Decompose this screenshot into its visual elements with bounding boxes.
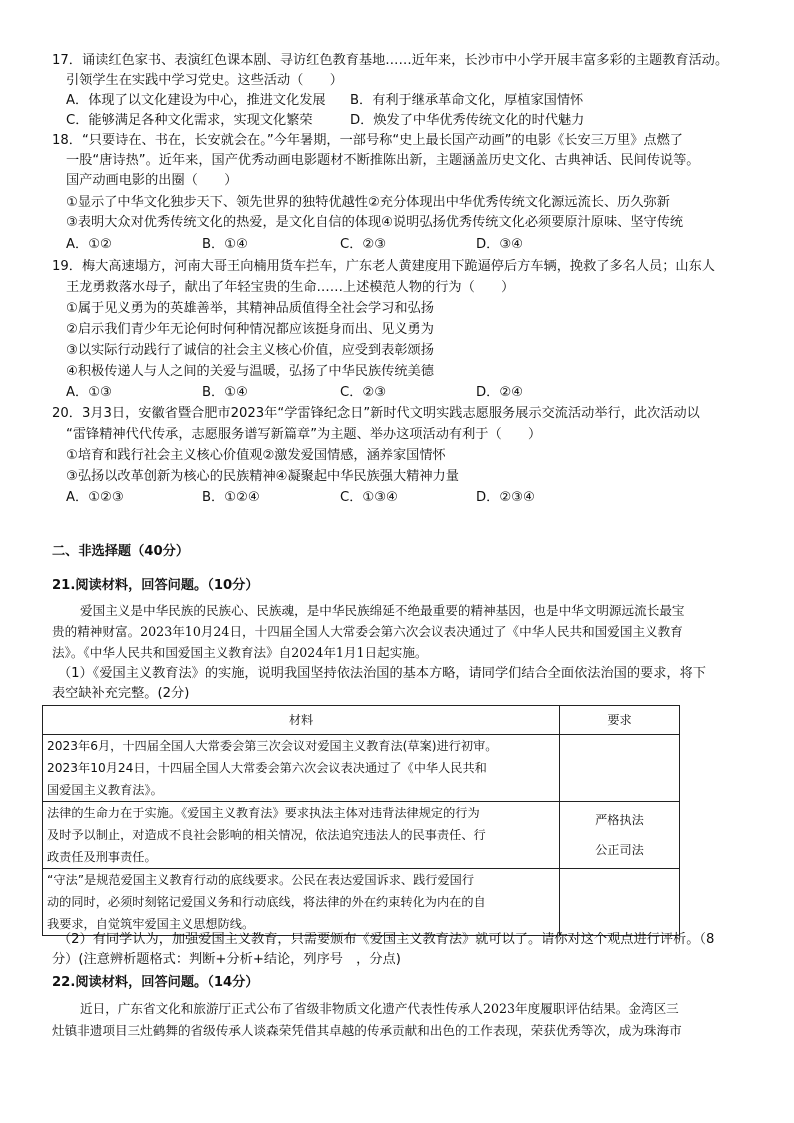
q19-option-c: C．②③	[340, 385, 387, 400]
q21-material-line1: 爱国主义是中华民族的民族心、民族魂，是中华民族绵延不绝最重要的精神基因，也是中华文明源远流长最宝	[80, 603, 685, 618]
q20-statement-3-4: ③弘扬以改革创新为核心的民族精神④凝聚起中华民族强大精神力量	[66, 469, 459, 484]
table-cell-line: 2023年6月，十四届全国人大常委会第三次会议对爱国主义教育法(草案)进行初审。	[47, 739, 498, 753]
q19-option-b: B．①④	[202, 385, 248, 400]
q22-material-line2: 灶镇非遗项目三灶鹤舞的省级传承人谈森荣凭借其卓越的传承贡献和出色的工作表现，荣获优秀等次，成为珠海市	[52, 1023, 682, 1038]
requirements-table	[42, 705, 680, 936]
q18-stem-line3: 国产动画电影的出圈（ ）	[66, 173, 238, 188]
table-header-requirement: 要求	[560, 706, 680, 735]
q22-material-line1: 近日，广东省文化和旅游厅正式公布了省级非物质文化遗产代表性传承人2023年度履职评估结果。金湾区三	[80, 1001, 679, 1016]
table-row	[43, 735, 680, 802]
q18-statement-1-2: ①显示了中华文化独步天下、领先世界的独特优越性②充分体现出中华优秀传统文化源远流长、历久弥新	[66, 195, 670, 210]
q19-statement-3: ③以实际行动践行了诚信的社会主义核心价值，应受到表彰颂扬	[66, 343, 434, 358]
q18-option-c: C．②③	[340, 237, 387, 252]
requirement-strict-enforcement: 严格执法	[595, 813, 644, 827]
table-row	[43, 869, 680, 936]
q19-statement-2: ②启示我们青少年无论何时何种情况都应该挺身而出、见义勇为	[66, 322, 434, 337]
table-header-material: 材料	[43, 706, 560, 735]
table-header-row	[43, 706, 680, 735]
table-cell-material	[43, 802, 560, 869]
table-cell-line: 政责任及刑事责任。	[47, 850, 157, 864]
q19-statement-4: ④积极传递人与人之间的关爱与温暖，弘扬了中华民族传统美德	[66, 364, 434, 379]
q20-option-d: D．②③④	[476, 490, 535, 505]
q20-option-a: A．①②③	[66, 490, 124, 505]
q18-option-d: D．③④	[476, 237, 523, 252]
q17-option-c: C．能够满足各种文化需求，实现文化繁荣	[66, 113, 313, 128]
q21-subquestion-1-line2: 表空缺补充完整。(2分)	[52, 686, 190, 701]
q20-option-b: B．①②④	[202, 490, 260, 505]
q20-stem-line1: 20．3月3日，安徽省暨合肥市2023年“学雷锋纪念日”新时代文明实践志愿服务展示交流活动举行，此次活动以	[52, 406, 700, 421]
q19-option-d: D．②④	[476, 385, 523, 400]
q21-subquestion-2-line2: 分）(注意辨析题格式：判断+分析+结论，列序号 ，分点)	[52, 952, 401, 967]
q17-stem-line1: 17．诵读红色家书、表演红色课本剧、寻访红色教育基地……近年来，长沙市中小学开展丰富多彩的主题教育活动。	[52, 53, 729, 68]
q19-stem-line1: 19．梅大高速塌方，河南大哥王向楠用货车拦车，广东老人黄建度用下跪逼停后方车辆，挽救了多名人员；山东人	[52, 259, 715, 274]
q18-statement-3-4: ③表明大众对优秀传统文化的热爱，是文化自信的体现④说明弘扬优秀传统文化必须要原汁原味、坚守传统	[66, 215, 684, 230]
q18-stem-line2: 一股“唐诗热”。近年来，国产优秀动画电影题材不断推陈出新，主题涵盖历史文化、古典神话、民间传说等。	[66, 153, 700, 168]
table-cell-line: 法律的生命力在于实施。《爱国主义教育法》要求执法主体对违背法律规定的行为	[47, 806, 480, 820]
q20-stem-line2: “雷锋精神代代传承，志愿服务谱写新篇章”为主题、举办这项活动有利于（ ）	[66, 427, 542, 442]
table-cell-line: “守法”是规范爱国主义教育行动的底线要求。公民在表达爱国诉求、践行爱国行	[47, 873, 475, 887]
q21-subquestion-2-line1: （2）有同学认为，加强爱国主义教育，只需要颁布《爱国主义教育法》就可以了。请你对这个观点进行评析。（8	[58, 932, 715, 947]
q18-option-a: A．①②	[66, 237, 112, 252]
table-cell-requirement-blank[interactable]	[560, 869, 680, 936]
table-cell-material	[43, 869, 560, 936]
q18-option-b: B．①④	[202, 237, 248, 252]
table-cell-requirement	[560, 802, 680, 869]
q17-option-d: D．焕发了中华优秀传统文化的时代魅力	[350, 113, 585, 128]
q21-subquestion-1-line1: （1）《爱国主义教育法》的实施，说明我国坚持依法治国的基本方略，请同学们结合全面依法治国的要求，将下	[58, 666, 706, 681]
table-row	[43, 802, 680, 869]
q21-material-line3: 法》。《中华人民共和国爱国主义教育法》自2024年1月1日起实施。	[52, 645, 428, 660]
requirement-fair-justice: 公正司法	[595, 843, 644, 857]
q20-option-c: C．①③④	[340, 490, 398, 505]
q17-stem-line2: 引领学生在实践中学习党史。这些活动（ ）	[66, 73, 343, 88]
table-cell-line: 动的同时，必须时刻铭记爱国义务和行动底线，将法律的外在约束转化为内在的自	[47, 895, 486, 909]
q17-option-a: A．体现了以文化建设为中心，推进文化发展	[66, 93, 326, 108]
table-cell-line: 及时予以制止，对造成不良社会影响的相关情况，依法追究违法人的民事责任、行	[47, 828, 486, 842]
q22-title: 22.阅读材料，回答问题。（14分）	[52, 975, 259, 990]
q19-statement-1: ①属于见义勇为的英雄善举，其精神品质值得全社会学习和弘扬	[66, 301, 434, 316]
table-cell-line: 我要求，自觉筑牢爱国主义思想防线。	[47, 917, 255, 931]
section-2-heading: 二、非选择题（40分）	[52, 544, 190, 559]
q19-stem-line2: 王龙勇救落水母子，献出了年轻宝贵的生命……上述模范人物的行为（ ）	[66, 280, 515, 295]
table-cell-line: 国爱国主义教育法》。	[47, 783, 163, 797]
table-cell-requirement-blank[interactable]	[560, 735, 680, 802]
q21-title: 21.阅读材料，回答问题。（10分）	[52, 578, 259, 593]
q20-statement-1-2: ①培育和践行社会主义核心价值观②激发爱国情感，涵养家国情怀	[66, 448, 446, 463]
q17-option-b: B．有利于继承革命文化，厚植家国情怀	[350, 93, 584, 108]
q19-option-a: A．①③	[66, 385, 112, 400]
q21-material-line2: 贵的精神财富。2023年10月24日，十四届全国人大常委会第六次会议表决通过了《中华人民共和国爱国主义教育	[52, 624, 683, 639]
table-cell-line: 2023年10月24日，十四届全国人大常委会第六次会议表决通过了《中华人民共和	[47, 761, 487, 775]
q18-stem-line1: 18．“只要诗在、书在，长安就会在。”今年暑期，一部号称“史上最长国产动画”的电影《长安三万里》点燃了	[52, 133, 683, 148]
table-cell-material	[43, 735, 560, 802]
